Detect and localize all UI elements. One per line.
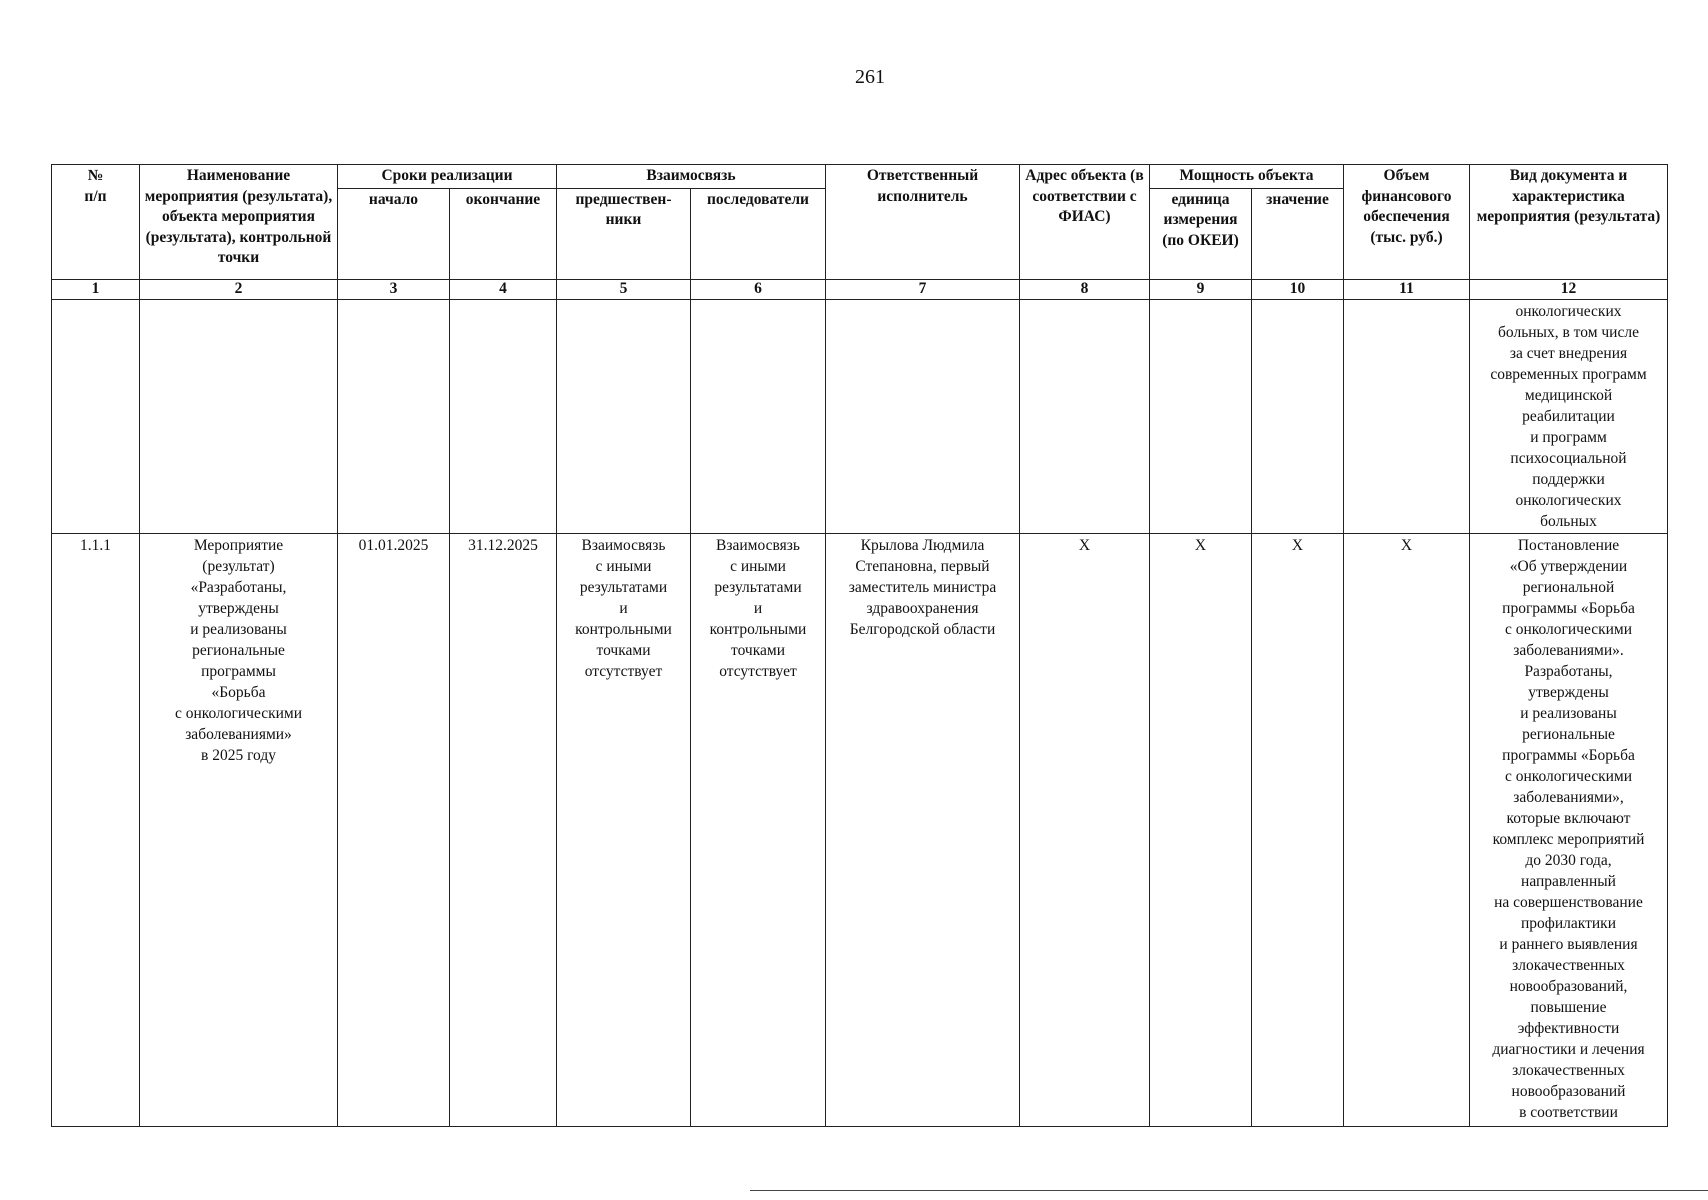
header-terms: Сроки реализации <box>338 165 557 189</box>
implementation-plan-table <box>51 164 1668 1127</box>
table-row <box>52 533 1668 1126</box>
header-start: начало <box>338 188 450 279</box>
column-number: 6 <box>691 279 826 299</box>
header-responsible: Ответственный исполнитель <box>826 165 1020 280</box>
header-power: Мощность объекта <box>1150 165 1344 189</box>
empty-cell <box>1344 299 1470 533</box>
empty-cell <box>1252 299 1344 533</box>
row-unit: X <box>1150 533 1252 1126</box>
empty-cell <box>557 299 691 533</box>
header-no: № п/п <box>52 165 140 280</box>
header-value: значение <box>1252 188 1344 279</box>
page-number: 261 <box>855 66 885 88</box>
empty-cell <box>1150 299 1252 533</box>
header-end: окончание <box>450 188 557 279</box>
column-number: 3 <box>338 279 450 299</box>
column-number: 10 <box>1252 279 1344 299</box>
column-number: 1 <box>52 279 140 299</box>
row-number: 1.1.1 <box>52 533 140 1126</box>
empty-cell <box>691 299 826 533</box>
row-end-date: 31.12.2025 <box>450 533 557 1126</box>
column-number: 4 <box>450 279 557 299</box>
continuation-row <box>52 299 1668 533</box>
column-number: 5 <box>557 279 691 299</box>
empty-cell <box>826 299 1020 533</box>
header-link: Взаимосвязь <box>557 165 826 189</box>
row-doc: Постановление «Об утверждении региональной программы «Борьба с онкологическими заболеваниями». Разработаны, утверждены и реализованы региональные программы «Борьба с онкологическими заболеваниями», которые включают комплекс мероприятий до 2030 года, направленный на совершенствование профилактики и раннего выявления злокачественных новообразований, повышение эффективности диагностики и лечения злокачественных новообразований в соответствии <box>1470 533 1668 1126</box>
header-unit: единица измерения (по ОКЕИ) <box>1150 188 1252 279</box>
header-predecessors: предшествен- ники <box>557 188 691 279</box>
row-start-date: 01.01.2025 <box>338 533 450 1126</box>
column-number: 8 <box>1020 279 1150 299</box>
header-finance: Объем финансового обеспечения (тыс. руб.) <box>1344 165 1470 280</box>
header-address: Адрес объекта (в соответствии с ФИАС) <box>1020 165 1150 280</box>
continuation-doc-cell: онкологических больных, в том числе за счет внедрения современных программ медицинской реабилитации и программ психосоциальной поддержки онкологических больных <box>1470 299 1668 533</box>
column-number: 7 <box>826 279 1020 299</box>
row-name: Мероприятие (результат) «Разработаны, утверждены и реализованы региональные программы «Борьба с онкологическими заболеваниями» в 2025 году <box>140 533 338 1126</box>
header-doc: Вид документа и характеристика мероприятия (результата) <box>1470 165 1668 280</box>
header-row-top <box>52 165 1668 189</box>
empty-cell <box>140 299 338 533</box>
row-predecessors: Взаимосвязь с иными результатами и контрольными точками отсутствует <box>557 533 691 1126</box>
header-name: Наименование мероприятия (результата), объекта мероприятия (результата), контрольной точки <box>140 165 338 280</box>
row-successors: Взаимосвязь с иными результатами и контрольными точками отсутствует <box>691 533 826 1126</box>
empty-cell <box>450 299 557 533</box>
row-finance: X <box>1344 533 1470 1126</box>
column-number: 12 <box>1470 279 1668 299</box>
column-number: 2 <box>140 279 338 299</box>
row-responsible: Крылова Людмила Степановна, первый заместитель министра здравоохранения Белгородской области <box>826 533 1020 1126</box>
header-successors: последователи <box>691 188 826 279</box>
empty-cell <box>1020 299 1150 533</box>
column-number: 9 <box>1150 279 1252 299</box>
bottom-rule <box>750 1190 1708 1191</box>
column-number-row <box>52 279 1668 299</box>
empty-cell <box>52 299 140 533</box>
column-number: 11 <box>1344 279 1470 299</box>
row-value: X <box>1252 533 1344 1126</box>
row-address: X <box>1020 533 1150 1126</box>
empty-cell <box>338 299 450 533</box>
